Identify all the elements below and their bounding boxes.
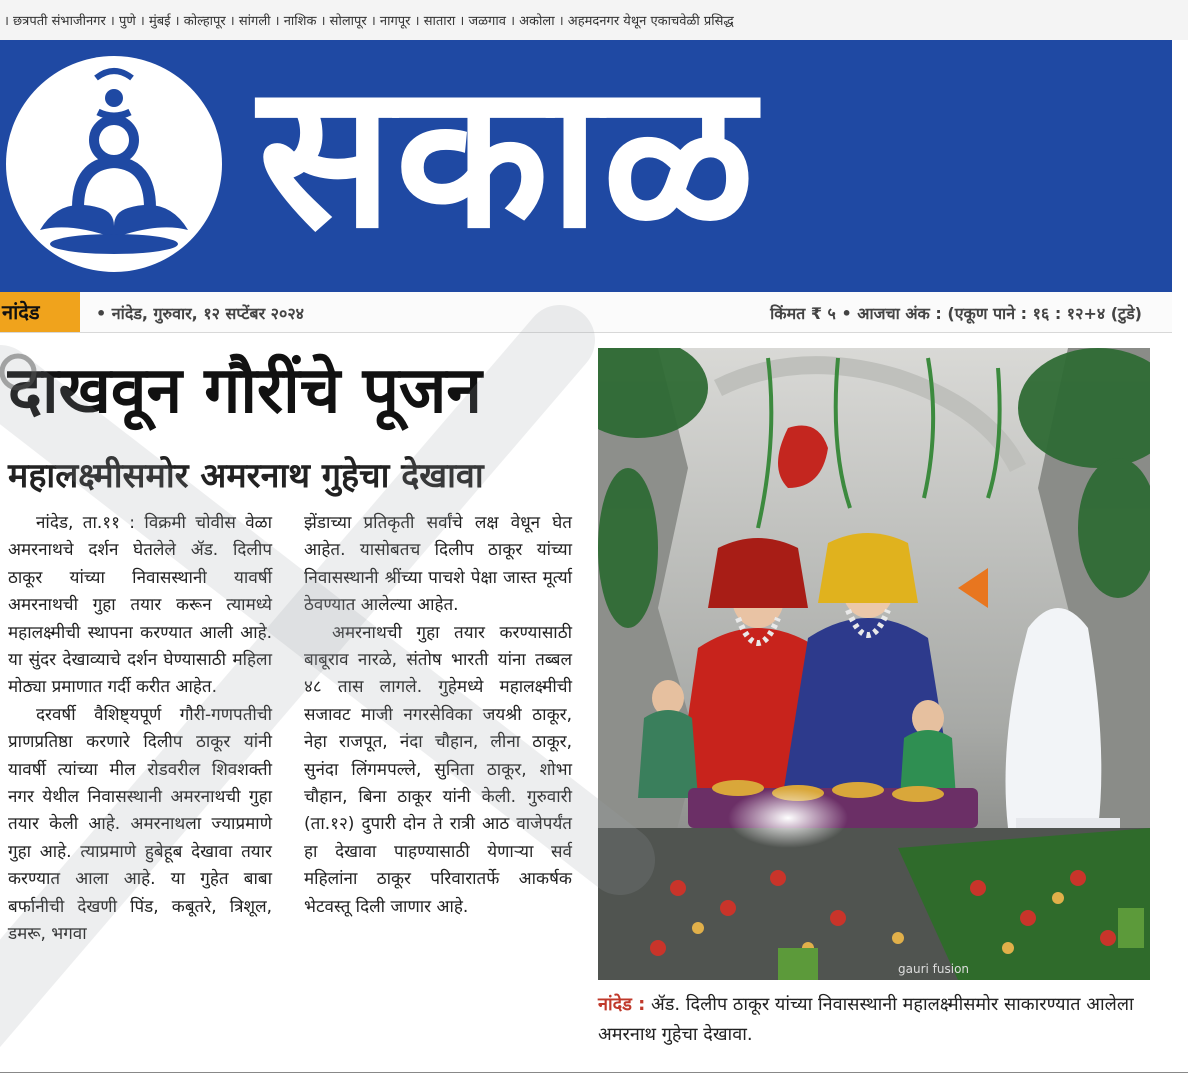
city-list: । छत्रपती संभाजीनगर । पुणे । मुंबई । कोल्हापूर । सांगली । नाशिक । सोलापूर । नागपूर । सातारा । जळगाव । अकोला । अहमदनगर येथून एकाचवेळी प्रसिद्ध (4, 14, 734, 29)
mahalakshmi-cave-decoration-image (598, 348, 1150, 980)
city-edition-strip (0, 0, 1188, 40)
issue-price-info: किंमत ₹ ५ • आजचा अंक : (एकूण पाने : १६ : १२+४ (टुडे) (770, 304, 1142, 323)
article-column-1 (8, 510, 272, 949)
article-photo (598, 348, 1150, 980)
caption-place: नांदेड : (598, 994, 646, 1015)
article-column-2 (304, 510, 572, 921)
newspaper-brand-name: सकाळ (258, 40, 757, 273)
caption-text: ॲड. दिलीप ठाकूर यांच्या निवासस्थानी महालक्ष्मीसमोर साकारण्यात आलेला अमरनाथ गुहेचा देखावा. (598, 994, 1134, 1045)
photo-caption (598, 990, 1158, 1050)
article-paragraph: अमरनाथची गुहा तयार करण्यासाठी बाबूराव नारळे, संतोष भारती यांना तब्बल ४८ तास लागले. गुहेमध्ये महालक्ष्मीची सजावट माजी नगरसेविका जयश्री ठाकूर, नेहा राजपूत, नंदा चौहान, लीना ठाकूर, सुनंदा लिंगमपल्ले, सुनिता ठाकूर, शोभा चौहान, बिना ठाकूर यांनी केली. गुरुवारी (ता.१२) दुपारी दोन ते रात्री आठ वाजेपर्यंत हा देखावा पाहण्यासाठी येणाऱ्या सर्व महिलांना ठाकूर परिवारातर्फे आकर्षक भेटवस्तू दिली जाणार आहे. (304, 622, 572, 917)
article-paragraph: झेंडाच्या प्रतिकृती सर्वांचे लक्ष वेधून घेत आहेत. यासोबतच दिलीप ठाकूर यांच्या निवासस्थानी श्रींच्या पाचशे पेक्षा जास्त मूर्त्या ठेवण्यात आलेल्या आहेत. (304, 513, 572, 616)
article-subheadline: महालक्ष्मीसमोर अमरनाथ गुहेचा देखावा (8, 456, 484, 496)
issue-date: • नांदेड, गुरुवार, १२ सप्टेंबर २०२४ (96, 304, 304, 323)
article-paragraph: दरवर्षी वैशिष्ट्यपूर्ण गौरी-गणपतीची प्राणप्रतिष्ठा करणारे दिलीप ठाकूर यांनी यावर्षी त्यांच्या मील रोडवरील शिवशक्ती नगर येथील निवासस्थानी अमरनाथची गुहा तयार केली आहे. अमरनाथला ज्याप्रमाणे गुहा आहे. त्याप्रमाणे हुबेहूब देखावा तयार करण्यात आला आहे. या गुहेत बाबा बर्फानीची देखणी पिंड, कबूतरे, त्रिशूल, डमरू, भगवा (8, 704, 272, 945)
dateline-bar (0, 292, 1172, 333)
photo-credit: gauri fusion (898, 962, 970, 976)
masthead (0, 40, 1172, 292)
article-paragraph: नांदेड, ता.११ : विक्रमी चोवीस वेळा अमरनाथचे दर्शन घेतलेले ॲड. दिलीप ठाकूर यांच्या निवासस्थानी यावर्षी अमरनाथची गुहा तयार करून त्यामध्ये महालक्ष्मीची स्थापना करण्यात आली आहे. या सुंदर देखाव्याचे दर्शन घेण्यासाठी महिला मोठ्या प्रमाणात गर्दी करीत आहेत. (8, 513, 272, 698)
meditating-figure-logo-icon (0, 40, 260, 292)
bottom-rule (0, 1072, 1188, 1073)
edition-badge: नांदेड (0, 292, 80, 332)
article-headline: दाखवून गौरींचे पूजन (8, 354, 482, 428)
